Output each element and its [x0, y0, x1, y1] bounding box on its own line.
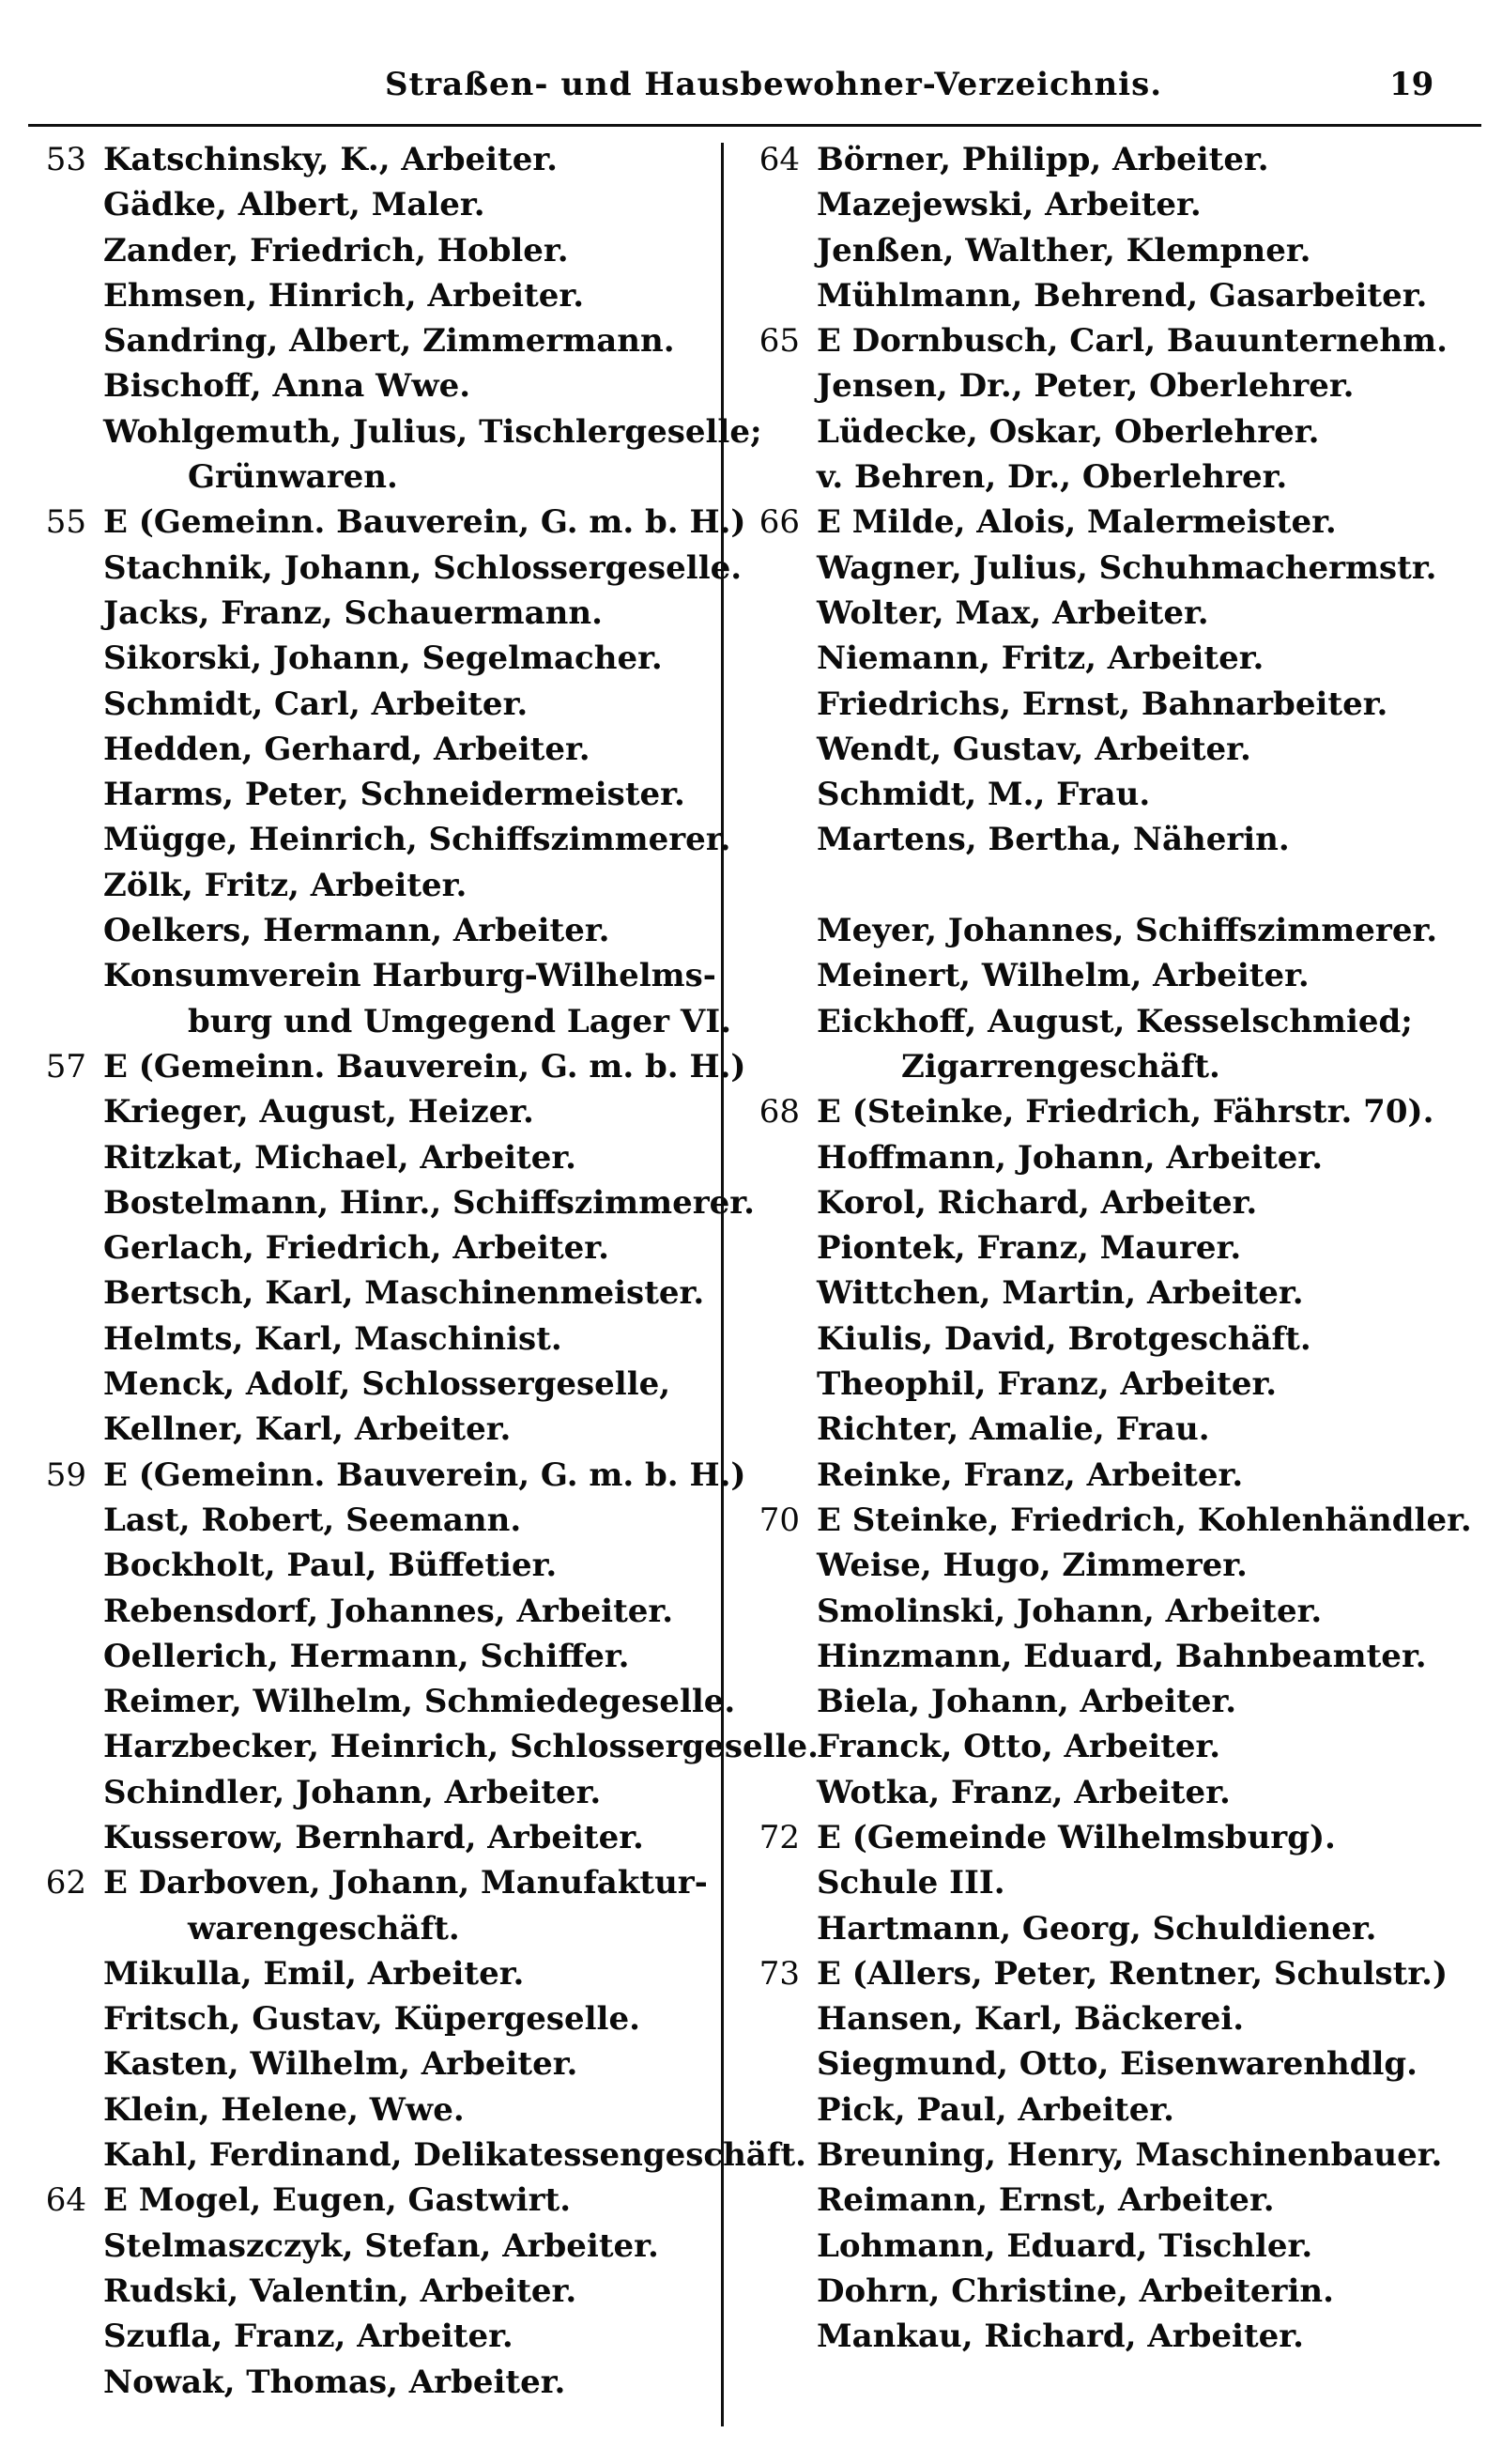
- directory-entry: [38, 1589, 713, 1634]
- resident-text: E (Gemeinn. Bauverein, G. m. b. H.): [103, 1047, 746, 1086]
- directory-entry: [751, 500, 1427, 545]
- resident-text: Hinzmann, Eduard, Bahnbeamter.: [817, 1637, 1427, 1675]
- resident-text: Helmts, Karl, Maschinist.: [103, 1319, 562, 1358]
- directory-entry: [751, 1135, 1427, 1180]
- directory-entry: [751, 1498, 1472, 1543]
- directory-entry: [751, 1044, 1427, 1089]
- directory-entry: [751, 182, 1427, 227]
- resident-text: E Darboven, Johann, Manufaktur-: [103, 1864, 708, 1902]
- directory-entry: [38, 1770, 713, 1815]
- resident-text: Franck, Otto, Arbeiter.: [817, 1728, 1221, 1766]
- directory-entry: [751, 228, 1427, 273]
- resident-text: v. Behren, Dr., Oberlehrer.: [817, 458, 1288, 497]
- resident-text: Mikulla, Emil, Arbeiter.: [103, 1954, 525, 1993]
- directory-entry: [751, 772, 1427, 817]
- directory-entry: [38, 1498, 713, 1543]
- header-rule: [28, 124, 1481, 127]
- resident-text: Reimann, Ernst, Arbeiter.: [817, 2181, 1275, 2220]
- directory-entry: [751, 1996, 1427, 2041]
- directory-entry: [38, 863, 713, 908]
- resident-text: Theophil, Franz, Arbeiter.: [817, 1365, 1278, 1404]
- directory-entry: [751, 1453, 1427, 1498]
- resident-text: Hansen, Karl, Bäckerei.: [817, 2000, 1245, 2039]
- resident-text: Wolter, Max, Arbeiter.: [817, 593, 1209, 632]
- resident-text: Jacks, Franz, Schauermann.: [103, 593, 603, 632]
- directory-entry: [38, 182, 713, 227]
- resident-text: Kasten, Wilhelm, Arbeiter.: [103, 2045, 578, 2084]
- directory-entry: [751, 591, 1427, 636]
- directory-entry: [751, 1906, 1427, 1951]
- resident-text: Lohmann, Eduard, Tischler.: [817, 2226, 1313, 2265]
- resident-text: Kiulis, David, Brotgeschäft.: [817, 1319, 1311, 1358]
- resident-text: Jensen, Dr., Peter, Oberlehrer.: [817, 367, 1355, 406]
- resident-text: Niemann, Fritz, Arbeiter.: [817, 639, 1264, 678]
- directory-entry: [38, 1044, 746, 1089]
- directory-entry: [38, 1135, 713, 1180]
- resident-text: Schmidt, M., Frau.: [817, 776, 1151, 814]
- directory-entry: [751, 682, 1427, 727]
- resident-text: Mügge, Heinrich, Schiffszimmerer.: [103, 821, 731, 859]
- directory-entry: [38, 318, 713, 363]
- directory-entry: [38, 1634, 713, 1679]
- directory-entry: [751, 2224, 1427, 2269]
- resident-text: Reimer, Wilhelm, Schmiedegeselle.: [103, 1683, 736, 1721]
- house-number: 66: [759, 503, 800, 542]
- resident-text: Bertsch, Karl, Maschinenmeister.: [103, 1274, 705, 1313]
- house-number: 64: [759, 141, 800, 178]
- resident-text: Mankau, Richard, Arbeiter.: [817, 2318, 1304, 2356]
- house-number: 64: [45, 2181, 86, 2220]
- directory-entry: [751, 1860, 1427, 1905]
- directory-entry: [38, 1225, 713, 1270]
- resident-text: Rebensdorf, Johannes, Arbeiter.: [103, 1592, 674, 1630]
- directory-entry: [751, 1270, 1427, 1316]
- directory-entry: [38, 1270, 713, 1316]
- resident-text: Pick, Paul, Arbeiter.: [817, 2090, 1174, 2129]
- resident-text: Ritzkat, Michael, Arbeiter.: [103, 1138, 576, 1177]
- resident-text: Martens, Bertha, Näherin.: [817, 821, 1290, 859]
- directory-entry: [38, 591, 713, 636]
- resident-text: Mazejewski, Arbeiter.: [817, 186, 1202, 224]
- house-number: 72: [759, 1818, 800, 1856]
- directory-entry: [38, 2269, 713, 2314]
- directory-entry: [38, 1453, 746, 1498]
- directory-entry: [38, 2360, 713, 2405]
- resident-text: Last, Robert, Seemann.: [103, 1501, 522, 1539]
- directory-entry: [751, 1543, 1427, 1588]
- house-number: 53: [45, 141, 86, 178]
- house-number: 62: [45, 1864, 86, 1902]
- directory-entry: [38, 137, 713, 182]
- resident-text: Klein, Helene, Wwe.: [103, 2090, 465, 2129]
- directory-entry: [38, 636, 713, 681]
- house-number: 57: [45, 1047, 86, 1086]
- directory-entry: [751, 1634, 1427, 1679]
- directory-entry: [38, 2041, 713, 2087]
- directory-entry: [38, 682, 713, 727]
- directory-entry: [38, 953, 716, 998]
- resident-text: Friedrichs, Ernst, Bahnarbeiter.: [817, 685, 1388, 723]
- directory-entry: [38, 2133, 806, 2178]
- resident-text: Bostelmann, Hinr., Schiffszimmerer.: [103, 1183, 755, 1222]
- resident-text: warengeschäft.: [188, 1909, 460, 1948]
- resident-text: Biela, Johann, Arbeiter.: [817, 1683, 1237, 1721]
- resident-text: Wagner, Julius, Schuhmachermstr.: [817, 548, 1437, 587]
- directory-entry: [751, 863, 1427, 908]
- directory-entry: [38, 1089, 713, 1134]
- column-divider: [721, 143, 724, 2426]
- directory-entry: [751, 1180, 1427, 1225]
- directory-entry: [38, 727, 713, 772]
- resident-text: Meinert, Wilhelm, Arbeiter.: [817, 957, 1310, 995]
- directory-entry: [751, 908, 1438, 953]
- resident-text: Reinke, Franz, Arbeiter.: [817, 1455, 1244, 1494]
- directory-entry: [38, 2314, 713, 2359]
- directory-entry: [751, 1815, 1427, 1860]
- resident-text: Sandring, Albert, Zimmermann.: [103, 322, 675, 361]
- resident-text: Mühlmann, Behrend, Gasarbeiter.: [817, 276, 1428, 315]
- directory-entry: [751, 1770, 1427, 1815]
- directory-entry: [751, 1724, 1427, 1769]
- directory-entry: [38, 454, 713, 500]
- directory-entry: [38, 1180, 755, 1225]
- resident-text: Bischoff, Anna Wwe.: [103, 367, 471, 406]
- page-number: 19: [1389, 66, 1434, 103]
- resident-text: Weise, Hugo, Zimmerer.: [817, 1547, 1248, 1585]
- resident-text: Schindler, Johann, Arbeiter.: [103, 1773, 602, 1811]
- directory-entry: [751, 1317, 1427, 1362]
- resident-text: Harzbecker, Heinrich, Schlossergeselle.: [103, 1728, 819, 1766]
- directory-entry: [38, 2224, 713, 2269]
- resident-text: Korol, Richard, Arbeiter.: [817, 1183, 1258, 1222]
- directory-entry: [751, 1362, 1427, 1407]
- directory-entry: [751, 1951, 1448, 1996]
- directory-entry: [38, 2178, 713, 2223]
- directory-entry: [38, 1860, 713, 1905]
- resident-text: Rudski, Valentin, Arbeiter.: [103, 2272, 577, 2310]
- directory-entry: [751, 2178, 1427, 2223]
- directory-entry: [38, 546, 743, 591]
- directory-entry: [751, 999, 1427, 1044]
- directory-entry: [751, 636, 1427, 681]
- page-header-title: Straßen- und Hausbewohner-Verzeichnis.: [385, 66, 1163, 103]
- resident-text: Nowak, Thomas, Arbeiter.: [103, 2363, 566, 2401]
- resident-text: Schule III.: [817, 1864, 1005, 1902]
- directory-entry: [38, 1362, 713, 1407]
- resident-text: Katschinsky, K., Arbeiter.: [103, 141, 559, 178]
- directory-entry: [38, 228, 713, 273]
- directory-entry: [751, 2041, 1427, 2087]
- resident-text: E (Gemeinn. Bauverein, G. m. b. H.): [103, 1455, 746, 1494]
- resident-text: Konsumverein Harburg-Wilhelms-: [103, 957, 716, 995]
- resident-text: Wittchen, Martin, Arbeiter.: [817, 1274, 1304, 1313]
- resident-text: E (Steinke, Friedrich, Fährstr. 70).: [817, 1093, 1434, 1132]
- resident-text: Smolinski, Johann, Arbeiter.: [817, 1592, 1323, 1630]
- resident-text: Siegmund, Otto, Eisenwarenhdlg.: [817, 2045, 1418, 2084]
- resident-text: Krieger, August, Heizer.: [103, 1093, 534, 1132]
- directory-entry: [751, 546, 1437, 591]
- directory-entry: [751, 2269, 1427, 2314]
- resident-text: E Mogel, Eugen, Gastwirt.: [103, 2181, 572, 2220]
- resident-text: Dohrn, Christine, Arbeiterin.: [817, 2272, 1334, 2310]
- directory-entry: [751, 817, 1427, 862]
- resident-text: E Dornbusch, Carl, Bauunternehm.: [817, 322, 1448, 361]
- directory-entry: [751, 953, 1427, 998]
- resident-text: Breuning, Henry, Maschinenbauer.: [817, 2136, 1443, 2175]
- resident-text: Börner, Philipp, Arbeiter.: [817, 141, 1269, 178]
- directory-entry: [751, 318, 1448, 363]
- directory-entry: [751, 363, 1427, 408]
- resident-text: Gädke, Albert, Maler.: [103, 186, 485, 224]
- resident-text: burg und Umgegend Lager VI.: [188, 1002, 732, 1040]
- directory-entry: [751, 1089, 1434, 1134]
- resident-text: E (Gemeinn. Bauverein, G. m. b. H.): [103, 503, 746, 542]
- resident-text: E Steinke, Friedrich, Kohlenhändler.: [817, 1501, 1472, 1539]
- resident-text: E (Allers, Peter, Rentner, Schulstr.): [817, 1954, 1448, 1993]
- directory-entry: [38, 1407, 713, 1452]
- directory-entry: [751, 727, 1427, 772]
- directory-entry: [38, 500, 746, 545]
- house-number: 70: [759, 1501, 800, 1539]
- resident-text: Zander, Friedrich, Hobler.: [103, 231, 569, 270]
- directory-entry: [38, 1906, 713, 1951]
- directory-entry: [38, 409, 762, 454]
- resident-text: Gerlach, Friedrich, Arbeiter.: [103, 1229, 609, 1268]
- directory-entry: [751, 409, 1427, 454]
- resident-text: Zölk, Fritz, Arbeiter.: [103, 866, 467, 904]
- resident-text: Jenßen, Walther, Klempner.: [817, 231, 1311, 270]
- resident-text: Hartmann, Georg, Schuldiener.: [817, 1909, 1377, 1948]
- directory-entry: [751, 1589, 1427, 1634]
- house-number: 55: [45, 503, 86, 542]
- house-number: 73: [759, 1954, 800, 1993]
- resident-text: Kusserow, Bernhard, Arbeiter.: [103, 1818, 644, 1856]
- directory-entry: [38, 772, 713, 817]
- directory-entry: [38, 1724, 819, 1769]
- directory-entry: [38, 1543, 713, 1588]
- directory-entry: [38, 1317, 713, 1362]
- resident-text: Richter, Amalie, Frau.: [817, 1410, 1210, 1449]
- directory-entry: [38, 1815, 713, 1860]
- resident-text: Kellner, Karl, Arbeiter.: [103, 1410, 512, 1449]
- resident-text: Stachnik, Johann, Schlossergeselle.: [103, 548, 743, 587]
- resident-text: Wendt, Gustav, Arbeiter.: [817, 730, 1251, 768]
- directory-entry: [751, 273, 1427, 318]
- resident-text: Ehmsen, Hinrich, Arbeiter.: [103, 276, 585, 315]
- resident-text: Oellerich, Hermann, Schiffer.: [103, 1637, 630, 1675]
- resident-text: Eickhoff, August, Kesselschmied;: [817, 1002, 1413, 1040]
- directory-entry: [38, 273, 713, 318]
- directory-entry: [38, 1996, 713, 2041]
- resident-text: Hedden, Gerhard, Arbeiter.: [103, 730, 590, 768]
- resident-text: Meyer, Johannes, Schiffszimmerer.: [817, 912, 1438, 950]
- resident-text: Bockholt, Paul, Büffetier.: [103, 1547, 558, 1585]
- resident-text: Szufla, Franz, Arbeiter.: [103, 2318, 513, 2356]
- directory-entry: [38, 2087, 713, 2133]
- directory-entry: [38, 817, 731, 862]
- resident-text: Wotka, Franz, Arbeiter.: [817, 1773, 1231, 1811]
- resident-text: E Milde, Alois, Malermeister.: [817, 503, 1337, 542]
- directory-entry: [751, 2314, 1427, 2359]
- resident-text: E (Gemeinde Wilhelmsburg).: [817, 1818, 1336, 1856]
- directory-entry: [38, 908, 713, 953]
- resident-text: Oelkers, Hermann, Arbeiter.: [103, 912, 610, 950]
- directory-entry: [751, 1407, 1427, 1452]
- directory-entry: [751, 2133, 1443, 2178]
- directory-entry: [38, 1951, 713, 1996]
- resident-text: Fritsch, Gustav, Küpergeselle.: [103, 2000, 640, 2039]
- house-number: 68: [759, 1093, 800, 1132]
- resident-text: Wohlgemuth, Julius, Tischlergeselle;: [103, 412, 762, 451]
- resident-text: Schmidt, Carl, Arbeiter.: [103, 685, 529, 723]
- resident-text: Sikorski, Johann, Segelmacher.: [103, 639, 663, 678]
- resident-text: Grünwaren.: [188, 458, 398, 497]
- resident-text: Lüdecke, Oskar, Oberlehrer.: [817, 412, 1320, 451]
- directory-entry: [751, 2087, 1427, 2133]
- directory-entry: [751, 1679, 1427, 1724]
- right-column: [751, 137, 1472, 2360]
- house-number: 59: [45, 1455, 86, 1494]
- resident-text: Zigarrengeschäft.: [901, 1047, 1220, 1086]
- resident-text: Harms, Peter, Schneidermeister.: [103, 776, 685, 814]
- directory-entry: [751, 454, 1427, 500]
- directory-entry: [38, 363, 713, 408]
- resident-text: Stelmaszczyk, Stefan, Arbeiter.: [103, 2226, 659, 2265]
- directory-entry: [751, 137, 1427, 182]
- directory-entry: [751, 1225, 1427, 1270]
- house-number: 65: [759, 322, 800, 361]
- resident-text: Menck, Adolf, Schlossergeselle,: [103, 1365, 671, 1404]
- resident-text: Kahl, Ferdinand, Delikatessengeschäft.: [103, 2136, 806, 2175]
- directory-entry: [38, 999, 732, 1044]
- directory-entry: [38, 1679, 736, 1724]
- resident-text: Hoffmann, Johann, Arbeiter.: [817, 1138, 1324, 1177]
- resident-text: Piontek, Franz, Maurer.: [817, 1229, 1242, 1268]
